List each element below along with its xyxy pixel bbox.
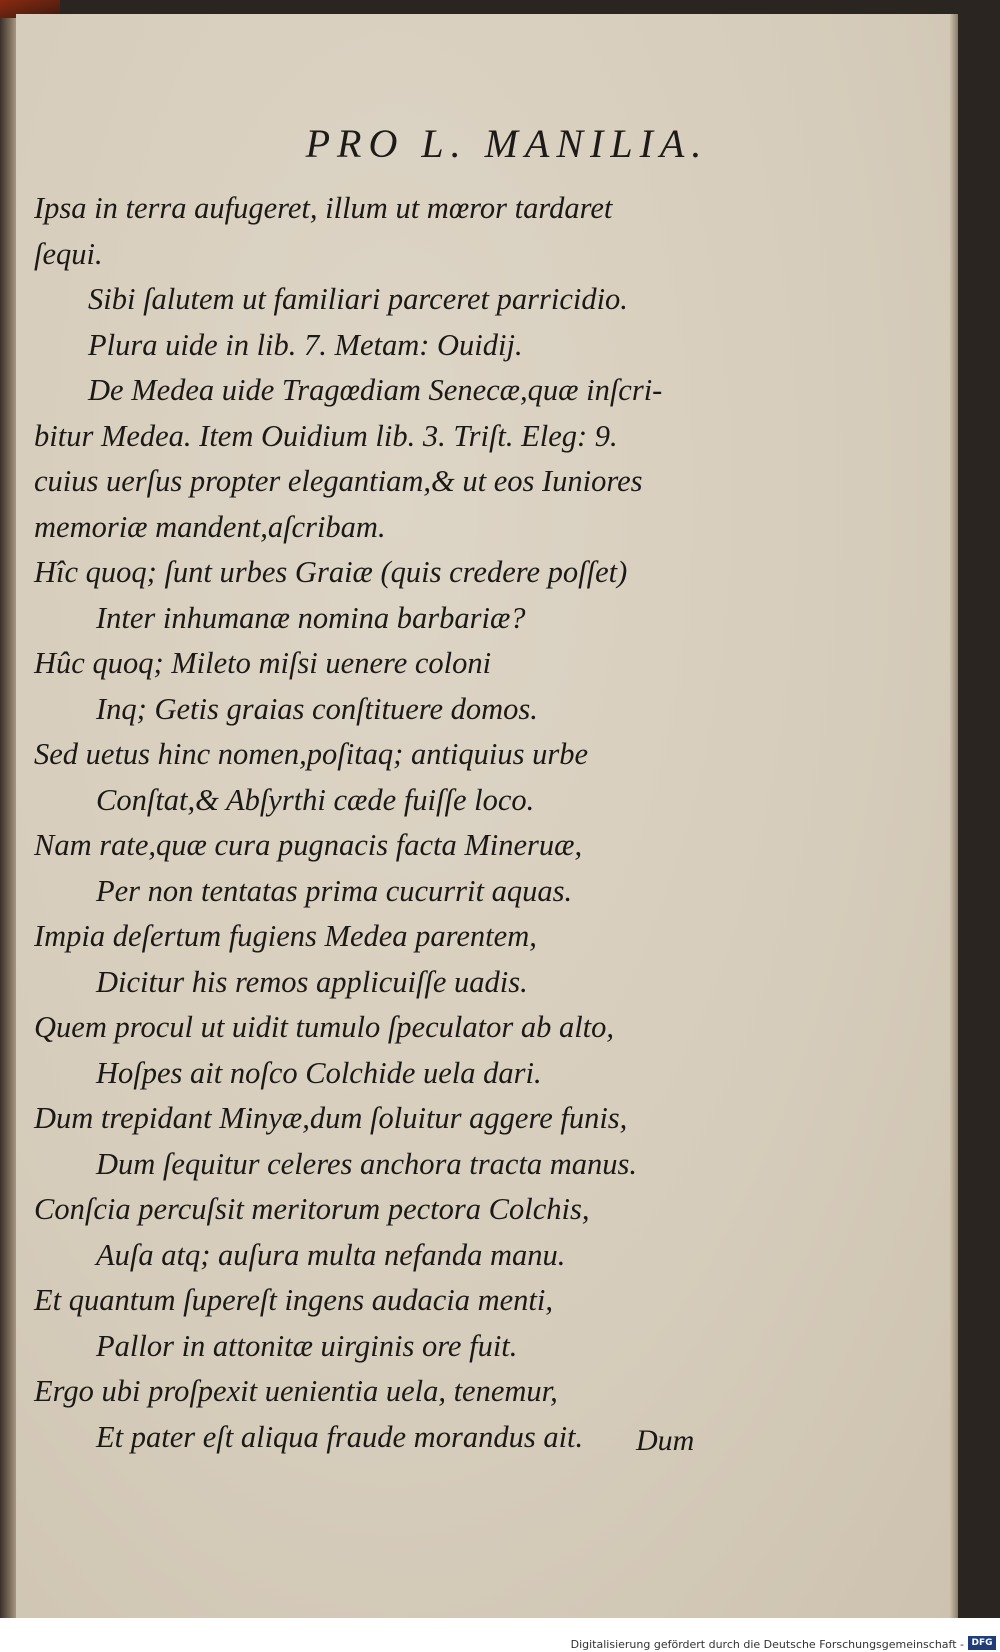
verse-line: Pallor in attonitæ uirginis ore fuit. bbox=[96, 1328, 518, 1363]
verse-line: Hoſpes ait noſco Colchide uela dari. bbox=[96, 1055, 542, 1090]
footer bbox=[0, 1618, 1000, 1652]
verse-line: Et quantum ſupereſt ingens audacia menti, bbox=[34, 1283, 553, 1317]
verse-line: Sed uetus hinc nomen,poſitaq; antiquius urbe bbox=[34, 737, 589, 771]
verse-line: Quem procul ut uidit tumulo ſpeculator ab alto, bbox=[34, 1010, 615, 1044]
verse-line: Conſtat,& Abſyrthi cæde fuiſſe loco. bbox=[96, 782, 535, 817]
page-edge bbox=[0, 0, 16, 1618]
verse-line: Per non tentatas prima cucurrit aquas. bbox=[96, 873, 573, 908]
verse-line: Auſa atq; auſura multa nefanda manu. bbox=[96, 1237, 566, 1272]
dfg-logo: DFG bbox=[968, 1636, 996, 1650]
verse-line: Conſcia percuſsit meritorum pectora Colchis, bbox=[34, 1192, 590, 1226]
book-page bbox=[16, 14, 958, 1618]
verse-line: Et pater eſt aliqua fraude morandus ait. bbox=[96, 1419, 584, 1454]
running-head: PRO L. MANILIA. bbox=[305, 121, 709, 166]
catchword: Dum bbox=[636, 1424, 695, 1457]
verse-line: Inq; Getis graias conſtituere domos. bbox=[96, 691, 538, 726]
verse-line: Impia deſertum fugiens Medea parentem, bbox=[34, 919, 537, 953]
page-right-edge bbox=[950, 14, 958, 1618]
text-line: memoriæ mandent,aſcribam. bbox=[34, 509, 386, 544]
text-line: Ipsa in terra aufugeret, illum ut mœror tardaret bbox=[34, 191, 613, 225]
verse-line: Dum ſequitur celeres anchora tracta manus. bbox=[96, 1146, 638, 1181]
funding-notice: Digitalisierung gefördert durch die Deutsche Forschungsgemeinschaft - bbox=[570, 1638, 964, 1651]
verse-line: Dicitur his remos applicuiſſe uadis. bbox=[96, 964, 528, 999]
text-line: ſequi. bbox=[34, 236, 103, 271]
text-line: cuius uerſus propter elegantiam,& ut eos Iuniores bbox=[34, 464, 643, 498]
text-line: bitur Medea. Item Ouidium lib. 3. Triſt. Eleg: 9. bbox=[34, 418, 618, 453]
verse-line: Hûc quoq; Mileto miſsi uenere coloni bbox=[34, 646, 492, 680]
verse-line: Nam rate,quæ cura pugnacis facta Mineruæ, bbox=[34, 828, 583, 862]
verse-line: Ergo ubi proſpexit uenientia uela, tenemur, bbox=[34, 1374, 558, 1408]
text-line: Plura uide in lib. 7. Metam: Ouidij. bbox=[88, 327, 523, 362]
verse-line: Dum trepidant Minyæ,dum ſoluitur aggere funis, bbox=[34, 1101, 628, 1135]
text-block bbox=[34, 186, 734, 1460]
text-line: Sibi ſalutem ut familiari parceret parricidio. bbox=[88, 282, 628, 316]
verse-line: Hîc quoq; ſunt urbes Graiæ (quis credere poſſet) bbox=[34, 555, 628, 589]
text-line: De Medea uide Tragœdiam Senecæ,quæ inſcri- bbox=[88, 373, 663, 407]
verse-line: Inter inhumanæ nomina barbariæ? bbox=[96, 600, 526, 635]
